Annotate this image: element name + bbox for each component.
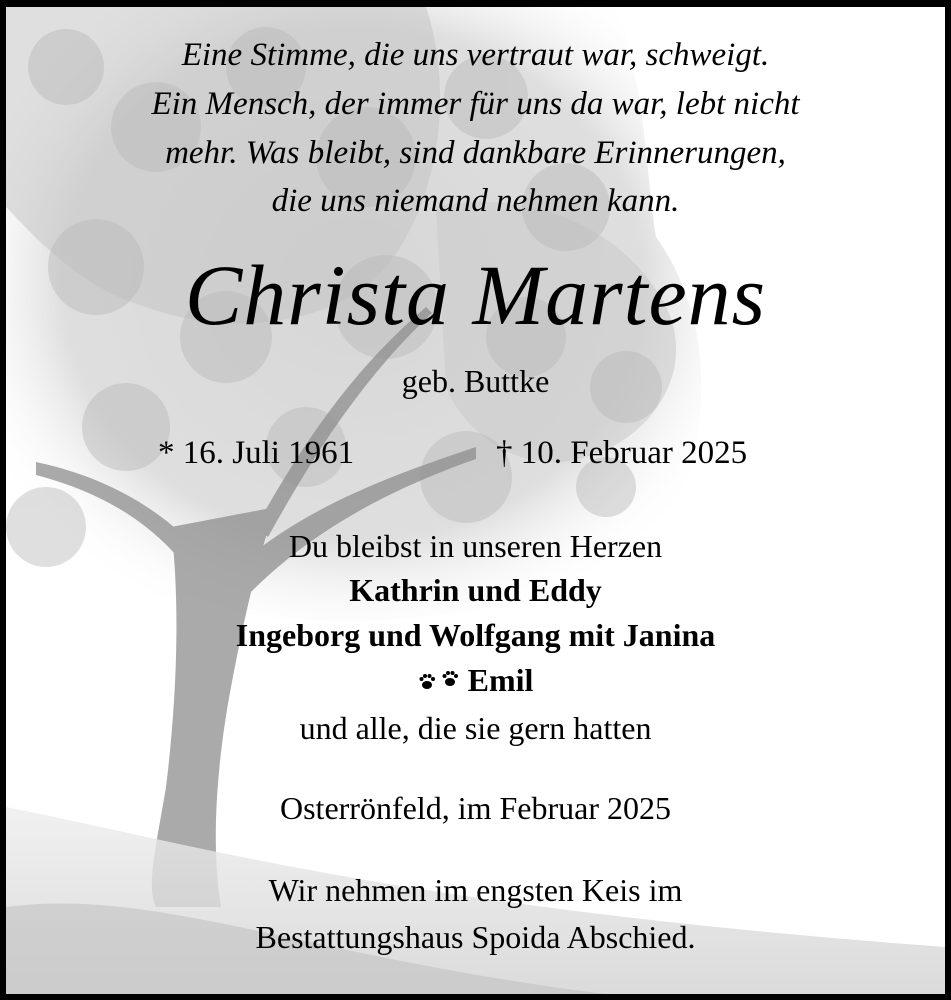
mourner-family-2: Ingeborg und Wolfgang mit Janina	[235, 617, 716, 653]
poem-line-1: Eine Stimme, die uns vertraut war, schweigt.	[181, 37, 770, 73]
farewell-line-2: Bestattungshaus Spoida Abschied.	[255, 919, 696, 955]
mourner-family-1: Kathrin und Eddy	[349, 572, 602, 608]
poem-line-2: Ein Mensch, der immer für uns da war, lebt nicht	[151, 86, 800, 122]
obituary-content	[6, 7, 945, 994]
maiden-name: geb. Buttke	[401, 363, 550, 399]
poem-line-3: mehr. Was bleibt, sind dankbare Erinnerungen,	[165, 135, 786, 171]
poem-line-4: die uns niemand nehmen kann.	[271, 183, 680, 219]
pet-name: Emil	[467, 662, 534, 698]
mourners-others: und alle, die sie gern hatten	[299, 710, 652, 746]
place-date: Osterrönfeld, im Februar 2025	[279, 790, 671, 826]
farewell-line-1: Wir nehmen im engsten Keis im	[268, 872, 683, 908]
paw-prints-icon	[418, 670, 462, 692]
deceased-name: Christa Martens	[184, 247, 767, 343]
death-date: † 10. Februar 2025	[496, 435, 748, 471]
life-dates	[6, 435, 945, 475]
birth-date: * 16. Juli 1961	[158, 435, 355, 471]
mourners-intro: Du bleibst in unseren Herzen	[288, 528, 663, 564]
mourner-pet	[6, 662, 945, 699]
